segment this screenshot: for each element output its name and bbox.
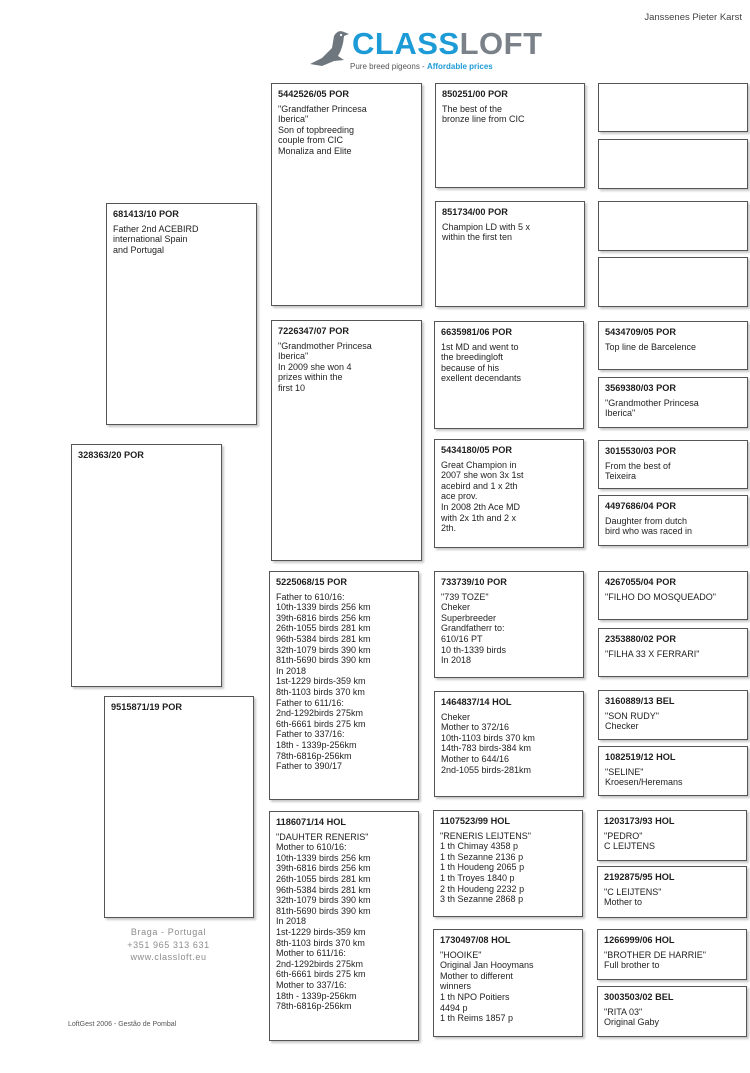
ring-number: 1266999/06 HOL	[604, 935, 675, 945]
pigeon-card-g5-10	[598, 628, 748, 677]
pigeon-card-sd	[271, 320, 422, 561]
pigeon-card-g5-9	[598, 571, 748, 620]
ring-number: 1464837/14 HOL	[441, 697, 512, 707]
ring-number: 850251/00 POR	[442, 89, 508, 99]
pigeon-description: "DAUHTER RENERIS" Mother to 610/16: 10th-1339 birds 256 km 39th-6816 birds 256 km 26th-1055 birds 281 km 96th-5384 birds 281 km 32th-1079 birds 390 km 81th-5690 birds 390 km In 2018 1st-1229 birds-359 km 8th-1103 birds 370 km Mother to 611/16: 2nd-1292birds 275km 6th-6661 birds 275 km Mother to 337/16: 18th - 1339p-256km 78th-6816p-256km	[276, 831, 371, 1012]
pigeon-description: Father 2nd ACEBIRD international Spain and Portugal	[113, 223, 199, 255]
ring-number: 733739/10 POR	[441, 577, 507, 587]
pigeon-card-g5-3	[598, 201, 748, 251]
ring-number: 9515871/19 POR	[111, 702, 183, 712]
tagline-main: Pure breed pigeons -	[350, 62, 427, 71]
ring-number: 5225068/15 POR	[276, 577, 348, 587]
pigeon-description: Champion LD with 5 x within the first ten	[442, 221, 531, 243]
pigeon-card-sss	[435, 83, 585, 188]
ring-number: 1186071/14 HOL	[276, 817, 346, 827]
contact-website: www.classloft.eu	[130, 952, 207, 962]
pigeon-description: Daughter from dutch bird who was raced in	[605, 515, 693, 537]
pigeon-card-g5-5	[598, 321, 748, 370]
ring-number: 1107523/99 HOL	[440, 816, 510, 826]
classloft-logo	[308, 26, 543, 74]
pigeon-description: "BROTHER DE HARRIE" Full brother to	[604, 949, 706, 971]
pigeon-card-subject	[71, 444, 222, 687]
ring-number: 3569380/03 POR	[605, 383, 677, 393]
pigeon-card-g5-13	[597, 810, 747, 861]
ring-number: 4267055/04 POR	[605, 577, 677, 587]
pigeon-card-sire	[106, 203, 257, 425]
ring-number: 3160889/13 BEL	[605, 696, 675, 706]
ring-number: 1082519/12 HOL	[605, 752, 676, 762]
pigeon-description: The best of the bronze line from CIC	[442, 103, 525, 125]
ring-number: 2192875/95 HOL	[604, 872, 675, 882]
pigeon-description: From the best of Teixeira	[605, 460, 671, 482]
pigeon-card-sdd	[434, 439, 584, 548]
ring-number: 4497686/04 POR	[605, 501, 677, 511]
pigeon-card-ddd	[433, 929, 583, 1037]
pigeon-card-g5-11	[598, 690, 748, 740]
pigeon-card-sds	[434, 321, 584, 429]
logo-wordmark	[352, 28, 543, 60]
pigeon-card-g5-6	[598, 377, 748, 428]
pigeon-card-dam	[104, 696, 254, 918]
pigeon-card-g5-7	[598, 440, 748, 489]
tagline-accent: Affordable prices	[426, 62, 493, 71]
ring-number: 851734/00 POR	[442, 207, 508, 217]
contact-block	[106, 926, 231, 964]
logo-loft-text: LOFT	[459, 26, 543, 61]
pigeon-card-ssd	[435, 201, 585, 307]
ring-number: 2353880/02 POR	[605, 634, 677, 644]
pigeon-description: Cheker Mother to 372/16 10th-1103 birds 370 km 14th-783 birds-384 km Mother to 644/16 2nd-1055 birds-281km	[441, 711, 535, 775]
pigeon-card-g5-14	[597, 866, 747, 918]
pigeon-card-g5-2	[598, 139, 748, 189]
pigeon-description: Great Champion in 2007 she won 3x 1st acebird and 1 x 2th ace prov. In 2008 2th Ace MD with 2x 1th and 2 x 2th.	[441, 459, 524, 534]
pigeon-description: "SON RUDY" Checker	[605, 710, 659, 732]
pigeon-description: "C LEIJTENS" Mother to	[604, 886, 662, 908]
ring-number: 328363/20 POR	[78, 450, 144, 460]
footer-credit: LoftGest 2006 - Gestão de Pombal	[68, 1021, 177, 1028]
contact-phone: +351 965 313 631	[127, 939, 210, 950]
pigeon-description: Top line de Barcelence	[605, 341, 697, 352]
ring-number: 3015530/03 POR	[605, 446, 677, 456]
owner-name: Janssenes Pieter Karst	[644, 12, 742, 23]
pigeon-description: "RENERIS LEIJTENS" 1 th Chimay 4358 p 1 th Sezanne 2136 p 1 th Houdeng 2065 p 1 th Troyes 1840 p 2 th Houdeng 2232 p 3 th Sezanne 2868 p	[440, 830, 531, 905]
pigeon-description: "RITA 03" Original Gaby	[604, 1006, 660, 1028]
ring-number: 681413/10 POR	[113, 209, 179, 219]
pigeon-description: "SELINE" Kroesen/Heremans	[605, 766, 683, 788]
pigeon-description: "FILHO DO MOSQUEADO"	[605, 591, 716, 602]
pigeon-card-dds	[433, 810, 583, 917]
pigeon-card-dd	[269, 811, 419, 1041]
pigeon-card-g5-15	[597, 929, 747, 980]
pigeon-card-g5-1	[598, 83, 748, 132]
pigeon-description: 1st MD and went to the breedingloft because of his exellent decendants	[441, 341, 522, 384]
pigeon-card-ss	[271, 83, 422, 306]
pigeon-description: "PEDRO" C LEIJTENS	[604, 830, 656, 852]
ring-number: 5434709/05 POR	[605, 327, 677, 337]
ring-number: 3003503/02 BEL	[604, 992, 674, 1002]
pigeon-description: "Grandmother Princesa Iberica" In 2009 she won 4 prizes within the first 10	[278, 340, 372, 393]
pigeon-description: "739 TOZE" Cheker Superbreeder Grandfatherr to: 610/16 PT 10 th-1339 birds In 2018	[441, 591, 507, 666]
tagline	[350, 62, 493, 71]
contact-city: Braga - Portugal	[130, 927, 207, 937]
pigeon-card-dsd	[434, 691, 584, 797]
pigeon-icon	[308, 28, 352, 68]
ring-number: 1203173/93 HOL	[604, 816, 675, 826]
pigeon-card-g5-4	[598, 257, 748, 307]
pigeon-card-g5-12	[598, 746, 748, 796]
pigeon-card-dss	[434, 571, 584, 678]
pigeon-description: "Grandmother Princesa Iberica"	[605, 397, 699, 419]
ring-number: 1730497/08 HOL	[440, 935, 511, 945]
ring-number: 5442526/05 POR	[278, 89, 350, 99]
logo-class-text: CLASS	[352, 26, 460, 61]
pigeon-card-g5-16	[597, 986, 747, 1037]
pigeon-card-ds	[269, 571, 419, 800]
pigeon-description: "HOOIKE" Original Jan Hooymans Mother to different winners 1 th NPO Poitiers 4494 p 1 th Reims 1857 p	[440, 949, 534, 1024]
pigeon-description: "FILHA 33 X FERRARI"	[605, 648, 700, 659]
ring-number: 6635981/06 POR	[441, 327, 513, 337]
ring-number: 7226347/07 POR	[278, 326, 350, 336]
pigeon-card-g5-8	[598, 495, 748, 546]
pigeon-description: "Grandfather Princesa Iberica" Son of topbreeding couple from CIC Monaliza and Elite	[278, 103, 367, 156]
pigeon-description: Father to 610/16: 10th-1339 birds 256 km 39th-6816 birds 256 km 26th-1055 birds 281 km 96th-5384 birds 281 km 32th-1079 birds 390 km 81th-5690 birds 390 km In 2018 1st-1229 birds-359 km 8th-1103 birds 370 km Father to 611/16: 2nd-1292birds 275km 6th-6661 birds 275 km Father to 337/16: 18th - 1339p-256km 78th-6816p-256km Father to 390/17	[276, 591, 371, 772]
ring-number: 5434180/05 POR	[441, 445, 513, 455]
